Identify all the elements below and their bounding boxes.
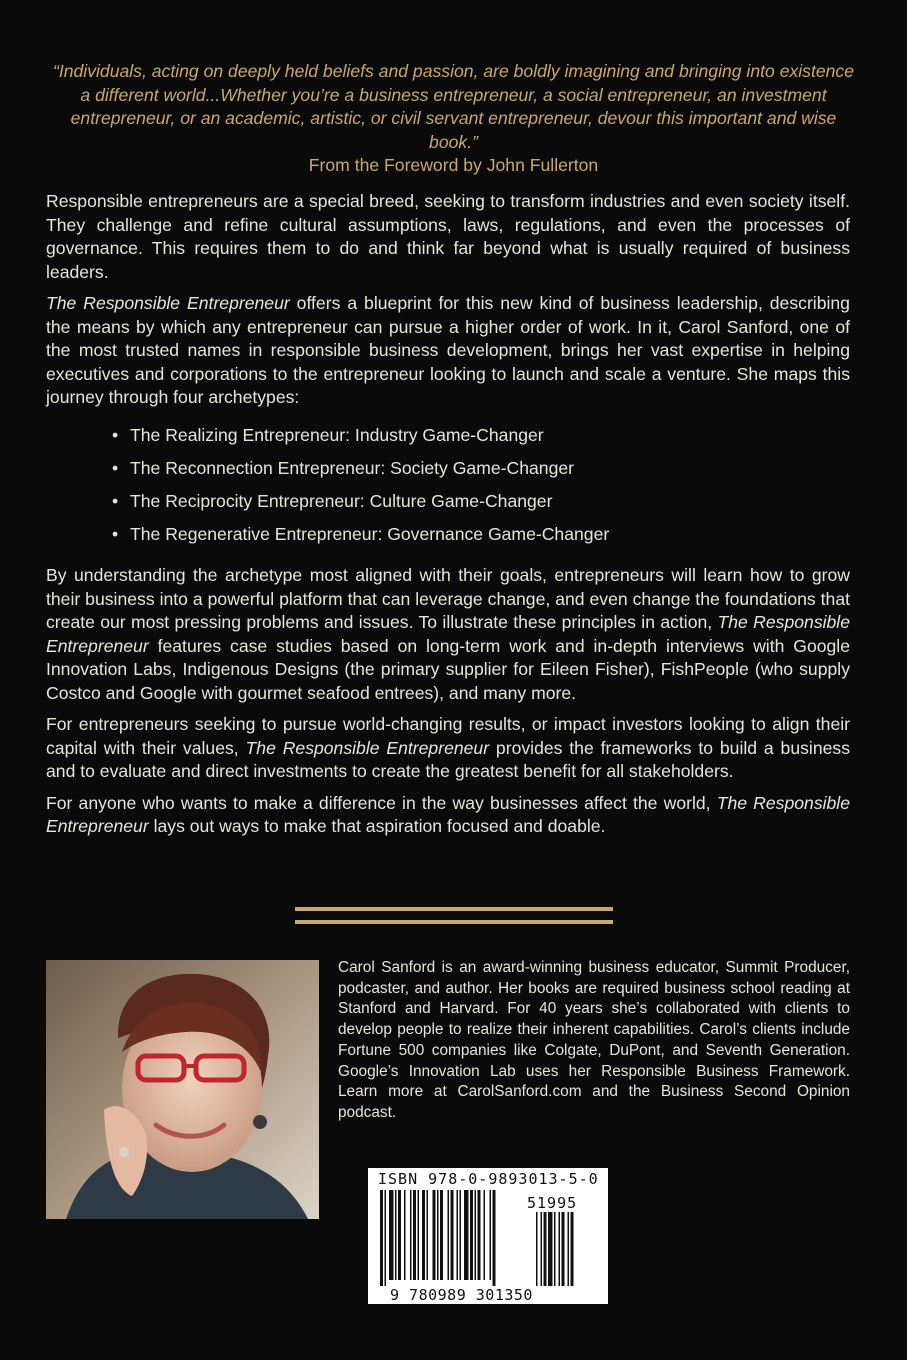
gold-divider-bottom xyxy=(295,920,613,924)
list-item: • The Reciprocity Entrepreneur: Culture Game-Changer xyxy=(112,490,850,514)
book-title: The Responsible Entrepreneur xyxy=(46,293,290,313)
book-title: The Responsible Entrepreneur xyxy=(245,737,490,758)
paragraph-investors-end: provides the frameworks to build a business and to evaluate and direct investments to create the greatest benefit for all stakeholders. xyxy=(46,737,850,781)
barcode-bar xyxy=(395,1190,397,1280)
barcode-bar xyxy=(464,1190,469,1280)
barcode-bar xyxy=(380,1190,383,1286)
barcode-bar xyxy=(460,1190,462,1280)
author-bio: Carol Sanford is an award-winning business educator, Summit Producer, podcaster, and author. Her books are required business school reading at Stanford and Harvard. For 40 years she’s collaborated with clients to develop people to realize their inherent capabilities. Carol’s clients include Fortune 500 companies like Colgate, DuPont, and Seventh Generation. Google’s Innovation Lab uses her Responsible Business Framework. Learn more at CarolSanford.com and the Business Second Opinion podcast. xyxy=(338,959,850,1121)
description xyxy=(46,190,850,847)
barcode-bar xyxy=(418,1190,420,1280)
barcode-bar xyxy=(440,1190,443,1280)
quote-attribution: From the Foreword by John Fullerton xyxy=(308,155,599,175)
barcode-bar xyxy=(475,1190,477,1280)
author-photo xyxy=(46,960,319,1219)
list-item: • The Reconnection Entrepreneur: Society Game-Changer xyxy=(112,457,850,481)
barcode-addon-bar xyxy=(541,1212,543,1286)
quote-text: “Individuals, acting on deeply held beliefs and passion, are boldly imagining and bringing into existence a different world...Whether you’re a business entrepreneur, a social entrepreneur, an investment entrepreneur, or an academic, artistic, or civil servant entrepreneur, devour this important and wise book.” xyxy=(52,61,855,152)
paragraph-investors-start: For entrepreneurs seeking to pursue world-changing results, or impact investors looking to align their capital with their values, xyxy=(46,714,850,758)
isbn-digits: 9 780989 301350 xyxy=(390,1286,533,1304)
barcode-bar xyxy=(457,1190,459,1280)
barcode-bar xyxy=(413,1190,416,1280)
barcode-bar xyxy=(448,1190,450,1280)
paragraph-case-studies-start: By understanding the archetype most aligned with their goals, entrepreneurs will learn how to grow their business into a powerful platform that can leverage change, and even change the foundations that create our most pressing problems and issues. To illustrate these principles in action, xyxy=(46,565,850,632)
author-portrait-image xyxy=(46,960,319,1219)
barcode-bar xyxy=(470,1190,473,1280)
barcode-bars xyxy=(376,1190,602,1290)
barcode-bar xyxy=(389,1190,394,1280)
book-title: The Responsible Entrepreneur xyxy=(46,612,850,656)
barcode-bar xyxy=(422,1190,425,1280)
barcode-bar xyxy=(493,1190,496,1286)
barcode-addon-bar xyxy=(568,1212,570,1286)
barcode-addon-bar xyxy=(571,1212,574,1286)
barcode-bar xyxy=(398,1190,401,1280)
list-item: • The Realizing Entrepreneur: Industry Game-Changer xyxy=(112,424,850,448)
barcode-bar xyxy=(385,1190,387,1286)
gold-divider-top xyxy=(295,907,613,911)
foreword-quote xyxy=(46,60,861,178)
paragraph-closing-end: lays out ways to make that aspiration focused and doable. xyxy=(148,816,606,836)
barcode-addon-bar xyxy=(536,1212,538,1286)
paragraph-intro: Responsible entrepreneurs are a special breed, seeking to transform industries and even society itself. They challenge and refine cultural assumptions, laws, regulations, and even the processes of governance. This requires them to do and think far beyond what is usually required of business leaders. xyxy=(46,191,850,282)
isbn-barcode xyxy=(368,1168,608,1304)
paragraph-case-studies-end: features case studies based on long-term work and in-depth interviews with Google Innovation Labs, Indigenous Designs (the primary supplier for Eileen Fisher), FishPeople (who supply Costco and Google with gourmet seafood entrees), and many more. xyxy=(46,635,850,703)
paragraph-blueprint xyxy=(46,292,850,410)
paragraph-blueprint-text: offers a blueprint for this new kind of business leadership, describing the means by which any entrepreneur can pursue a higher order of work. In it, Carol Sanford, one of the most trusted names in responsible business development, brings her vast expertise in helping executives and corporations to the entrepreneur looking to launch and scale a venture. She maps this journey through four archetypes: xyxy=(46,293,850,407)
barcode-bar xyxy=(490,1190,492,1280)
barcode-bar xyxy=(478,1190,481,1280)
barcode-addon-bar xyxy=(548,1212,553,1286)
archetype-list xyxy=(46,424,850,547)
book-title: The Responsible Entrepreneur xyxy=(46,792,851,836)
barcode-addon-bar xyxy=(544,1212,547,1286)
isbn-label: ISBN 978-0-9893013-5-0 xyxy=(378,1170,599,1188)
barcode-bar xyxy=(404,1190,406,1280)
barcode-bar xyxy=(410,1190,412,1280)
barcode-bar xyxy=(451,1190,454,1280)
barcode-bar xyxy=(437,1190,439,1280)
barcode-bar xyxy=(484,1190,486,1280)
list-item: • The Regenerative Entrepreneur: Governance Game-Changer xyxy=(112,523,850,547)
paragraph-closing-start: For anyone who wants to make a difference in the way businesses affect the world, xyxy=(46,792,717,813)
barcode-bar xyxy=(427,1190,429,1280)
barcode-bar xyxy=(433,1190,436,1280)
barcode-addon-bar xyxy=(554,1212,556,1286)
paragraph-investors xyxy=(46,713,850,784)
paragraph-case-studies xyxy=(46,564,850,705)
paragraph-closing xyxy=(46,792,850,839)
barcode-addon-bar xyxy=(562,1212,565,1286)
price-code: 51995 xyxy=(527,1194,578,1212)
barcode-addon-bar xyxy=(559,1212,561,1286)
